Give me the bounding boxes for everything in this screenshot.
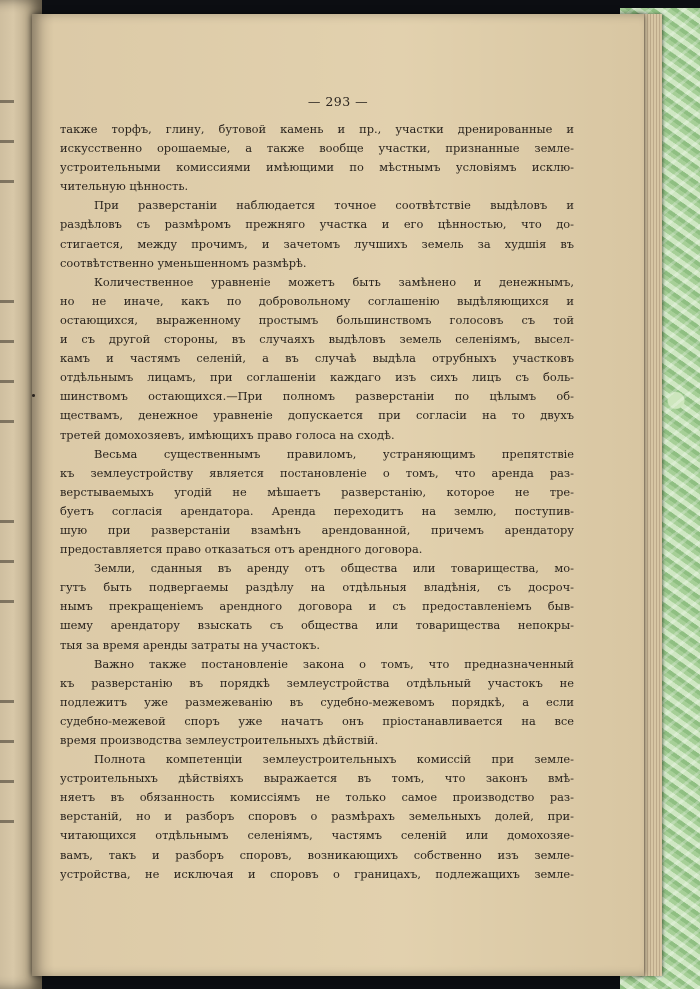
text-line: чительную цѣнность. [60,179,189,194]
text-line: отдѣльнымъ лицамъ, при соглашенiи каждаго изъ сихъ лицъ съ боль- [60,370,574,385]
text-line: гутъ быть подвергаемы раздѣлу на отдѣльныя владѣнiя, съ досроч- [60,580,574,595]
text-line: Полнота компетенцiи землеустроительныхъ комиссiй при земле- [94,752,574,767]
text-line: Весьма существеннымъ правиломъ, устраняющимъ препятствiе [94,446,574,461]
text-line: къ разверстанiю въ порядкѣ землеустройства отдѣльный участокъ не [60,675,574,690]
text-line: тыя за время аренды затраты на участокъ. [60,637,320,652]
text-line: буетъ согласiя арендатора. Аренда переходитъ на землю, поступив- [60,503,574,518]
text-line: шинствомъ остающихся.—При полномъ разверстанiи по цѣлымъ об- [60,389,574,404]
text-line: Важно также постановленiе закона о томъ, что предназначенный [94,656,574,671]
text-line: также торфъ, глину, бутовой камень и пр., участки дренированные и [60,122,574,136]
text-line: няетъ въ обязанность комиссiямъ не только самое производство раз- [60,790,574,805]
text-line: камъ и частямъ селенiй, а въ случаѣ выдѣла отрубныхъ участковъ [60,351,574,366]
text-line: время производства землеустроительныхъ дѣйствiй. [60,733,379,747]
text-line: нымъ прекращенiемъ арендного договора и съ предоставленiемъ быв- [60,599,574,614]
text-line: къ землеустройству является постановленiе о томъ, что аренда раз- [60,465,574,480]
text-line: но не иначе, какъ по добровольному соглашенiю выдѣляющихся и [60,293,574,308]
text-line: устроительными комиссиями имѣющими по мѣстнымъ условiямъ исклю- [60,160,574,175]
book-page [32,14,644,976]
text-line: верстанiй, но и разборъ споровъ о размѣрахъ земельныхъ долей, при- [60,809,574,824]
text-line: устройства, не исключая и споровъ о границахъ, подлежащихъ земле- [60,866,574,881]
text-line: Количественное уравненiе можетъ быть замѣнено и денежнымъ, [94,274,574,289]
text-line: шему арендатору взыскать съ общества или товарищества непокры- [60,618,574,633]
text-line: устроительныхъ дѣйствiяхъ выражается въ томъ, что законъ вмѣ- [60,771,574,786]
text-line: подлежитъ уже размежеванiю въ судебно-межевомъ порядкѣ, а если [60,694,574,709]
text-line: читающихся отдѣльнымъ селенiямъ, частямъ селенiй или домохозяе- [60,828,574,843]
text-line: Земли, сданныя въ аренду отъ общества или товарищества, мо- [94,561,574,576]
text-line: ществамъ, денежное уравненiе допускается при согласiи на то двухъ [60,408,574,423]
margin-speck [32,394,35,397]
text-line: и съ другой стороны, въ случаяхъ выдѣловъ земель селенiямъ, высел- [60,332,574,347]
text-line: верстываемыхъ угодiй не мѣшаетъ разверстанiю, которое не тре- [60,484,574,499]
text-line: раздѣловъ съ размѣромъ прежняго участка и его цѣнностью, что до- [60,217,574,232]
text-line: остающихся, выраженному простымъ большинствомъ голосовъ съ той [60,312,574,327]
text-line: стигается, между прочимъ, и зачетомъ лучшихъ земель за худшiя въ [60,236,574,251]
page-body-text [60,120,574,884]
text-line: судебно-межевой споръ уже начатъ онъ прiостанавливается на все [60,713,574,728]
text-line: При разверстанiи наблюдается точное соотвѣтствiе выдѣловъ и [94,198,574,213]
text-line: шую при разверстанiи взамѣнъ арендованной, причемъ арендатору [60,522,574,537]
text-line: искусственно орошаемые, а также вообще участки, признанные земле- [60,141,574,156]
text-line: вамъ, такъ и разборъ споровъ, возникающихъ собственно изъ земле- [60,847,574,862]
text-line: предоставляется право отказаться отъ арендного договора. [60,542,423,557]
text-line: третей домохозяевъ, имѣющихъ право голоса на сходѣ. [60,427,395,442]
text-line: соотвѣтственно уменьшенномъ размѣрѣ. [60,255,307,270]
page-number: — 293 — [307,94,369,109]
